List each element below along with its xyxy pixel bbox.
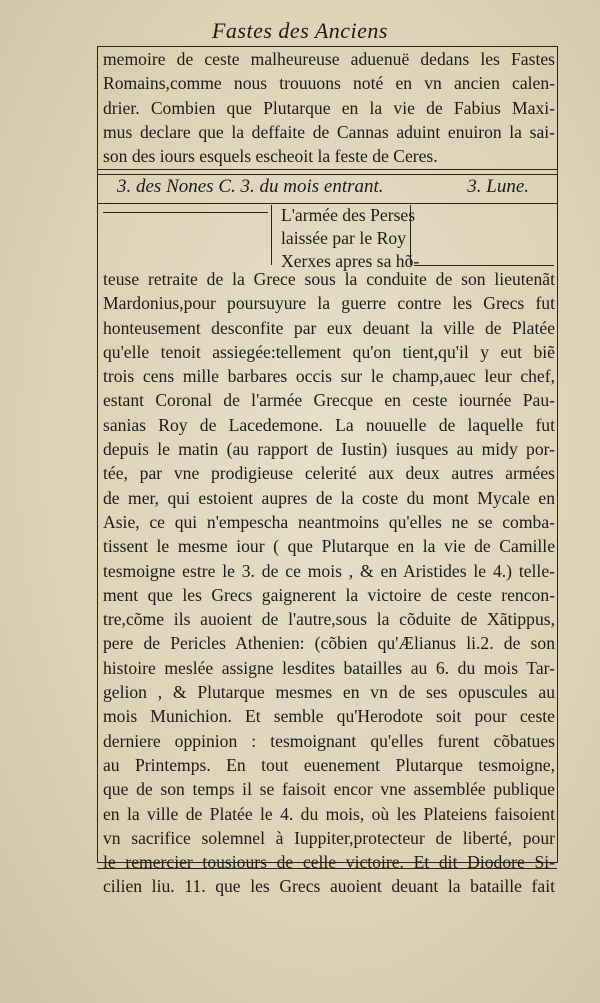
- text-line: son des iours esquels escheoit la feste de Ceres.: [103, 146, 438, 167]
- frame-right-rule: [557, 46, 558, 863]
- text-line: Asie, ce qui n'empescha neantmoins qu'elles ne se comba-: [103, 511, 555, 532]
- text-line: honteusement desconfite par eux deuant la ville de Platée: [103, 317, 555, 338]
- calendar-day-label: 3. des Nones C. 3. du mois entrant.: [117, 176, 384, 197]
- frame-bottom-rule-inner: [97, 868, 557, 869]
- text-line: mus declare que la deffaite de Cannas aduint enuiron la sai-: [103, 121, 555, 142]
- text-line: qu'elle tenoit assiegée:tellement qu'on tient,qu'il y eut biẽ: [103, 341, 555, 362]
- text-line: depuis le matin (au rapport de Iustin) iusques au midy por-: [103, 439, 555, 460]
- text-line: sanias Roy de Lacedemone. La nouuelle de laquelle fut: [103, 414, 555, 435]
- text-line: pere de Pericles Athenien: (cõbien qu'Ælianus li.2. de son: [103, 633, 555, 654]
- paragraph-top: [103, 47, 555, 168]
- paragraph-main: [103, 267, 555, 899]
- text-line: trois cens mille barbares occis sur le champ,auec leur chef,: [103, 366, 555, 387]
- text-line: derniere oppinion : tesmoignant qu'elles furent cõbatues: [103, 730, 555, 751]
- text-line: mois Munichion. Et semble qu'Herodote soit pour ceste: [103, 706, 555, 727]
- calendar-rule-top: [97, 169, 557, 170]
- text-line: laissée par le Roy: [281, 228, 406, 248]
- frame-bottom-rule: [97, 862, 557, 863]
- text-line: teuse retraite de la Grece sous la conduite de son lieutenãt: [103, 269, 555, 289]
- text-line: Romains,comme nous trouuons noté en vn ancien calen-: [103, 73, 555, 94]
- text-line: estant Coronal de l'armée Grecque en ceste iournée Pau-: [103, 390, 555, 411]
- text-line: gelion , & Plutarque mesmes en vn de ses opuscules au: [103, 682, 555, 703]
- text-line: le remercier tousiours de celle victoire. Et dit Diodore Si-: [103, 852, 555, 873]
- text-line: L'armée des Perses: [281, 205, 416, 225]
- text-line: Mardonius,pour poursuyure la guerre contre les Grecs fut: [103, 293, 555, 314]
- column-divider-left: [271, 205, 272, 265]
- text-line: vn sacrifice solemnel à Iuppiter,protecteur de liberté, pour: [103, 827, 555, 848]
- text-line: ment que les Grecs gaignerent la victoire de ceste rencon-: [103, 584, 555, 605]
- text-line: memoire de ceste malheureuse aduenuë dedans les Fastes: [103, 49, 555, 69]
- calendar-row: [103, 174, 553, 202]
- text-line: tissent le mesme iour ( que Plutarque en la vie de Camille: [103, 536, 555, 557]
- text-line: tée, par vne prodigieuse celerité aux deux autres armées: [103, 463, 555, 484]
- calendar-moon-label: 3. Lune.: [467, 176, 529, 197]
- text-line: tre,cõme ils auoient de l'autre,sous la cõduite de Xãtippus,: [103, 609, 555, 630]
- text-line: que de son temps il se faisoit encor vne assemblée publique: [103, 779, 555, 800]
- center-entry: [281, 204, 420, 273]
- text-line: tesmoigne estre le 3. de ce mois , & en Aristides le 4.) telle-: [103, 560, 555, 581]
- text-line: au Printemps. En tout euenement Plutarque tesmoigne,: [103, 754, 555, 775]
- text-line: drier. Combien que Plutarque en la vie de Fabius Maxi-: [103, 97, 555, 118]
- text-line: en la ville de Platée le 4. du mois, où les Plateiens faisoient: [103, 803, 555, 824]
- text-line: de mer, qui estoient aupres de la coste du mont Mycale en: [103, 487, 555, 508]
- text-line: Xerxes apres sa hõ-: [281, 251, 420, 271]
- cell-rule-left: [103, 212, 268, 213]
- text-line: cilien liu. 11. que les Grecs auoient deuant la bataille fait: [103, 876, 555, 897]
- cell-rule-right: [414, 265, 554, 266]
- text-line: histoire meslée assigne lesdites batailles au 6. du mois Tar-: [103, 657, 555, 678]
- running-head: Fastes des Anciens: [211, 18, 388, 43]
